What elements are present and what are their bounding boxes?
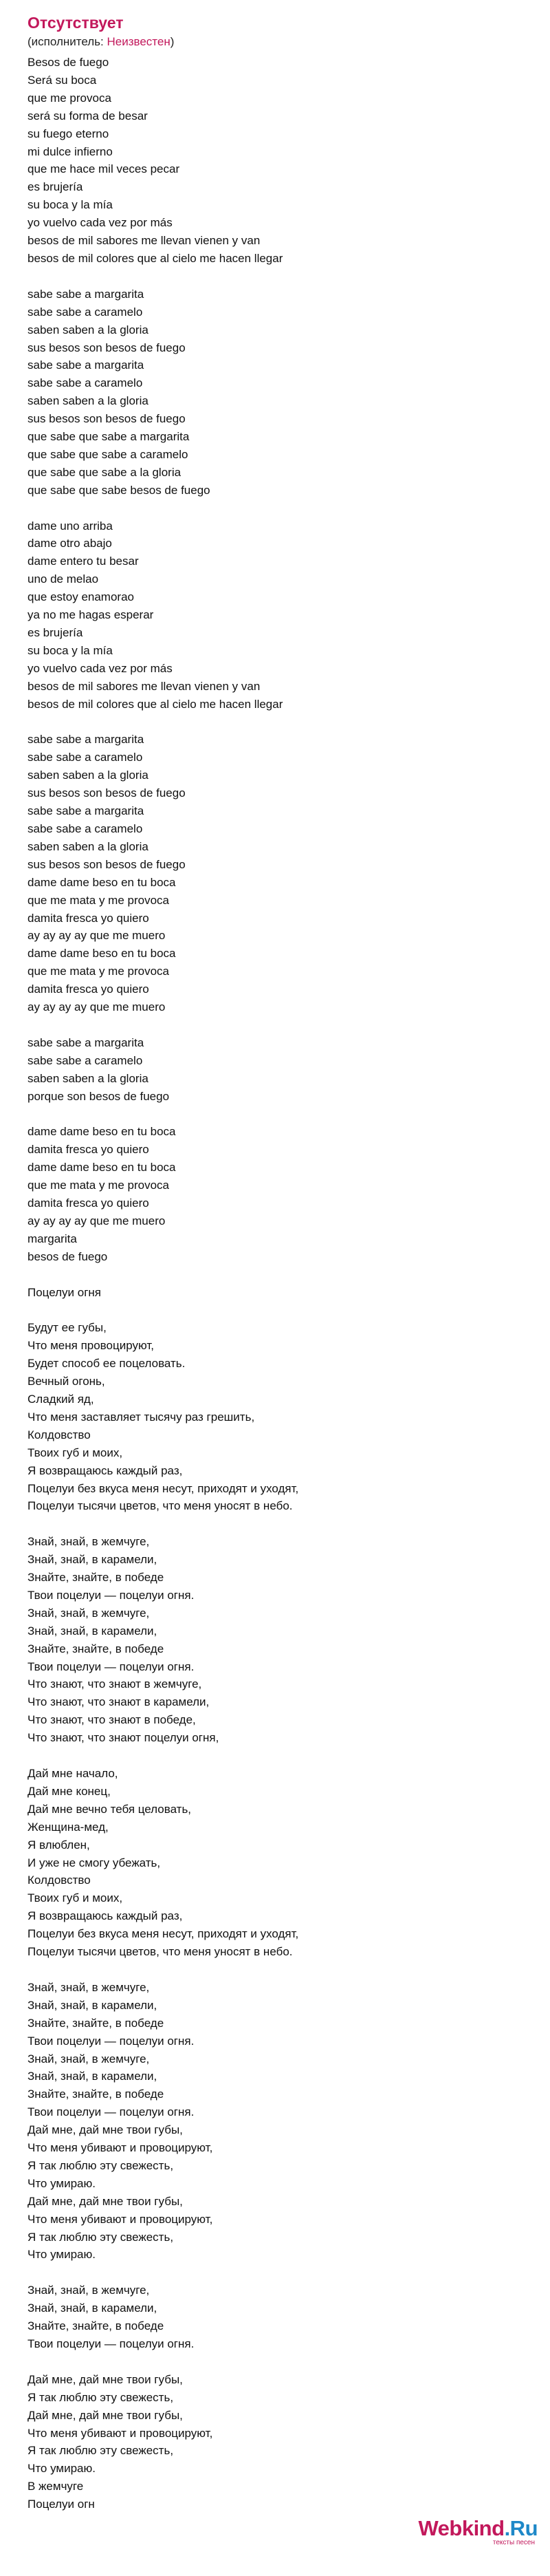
lyrics-line: que me mata y me provoca [28,1179,169,1192]
lyrics-line: Что меня убивают и провоцируют, [28,2426,213,2440]
lyrics-line: ya no me hagas esperar [28,608,154,622]
performer-suffix: ) [170,35,175,48]
lyrics-blank-line [28,1105,522,1123]
lyrics-line: damita fresca yo quiero [28,1143,149,1157]
logo-wordmark [418,2517,538,2540]
lyrics-line: Я так люблю эту свежесть, [28,2230,174,2244]
lyrics-blank-line [28,1266,522,1284]
lyrics-line: Что меня провоцируют, [28,1339,154,1353]
logo-tagline: тексты песен [492,2539,535,2546]
lyrics-line: В жемчуге [28,2480,84,2493]
lyrics-line: Знайте, знайте, в победе [28,2016,164,2030]
lyrics-line: es brujería [28,626,83,639]
lyrics-line: sabe sabe a margarita [28,358,144,372]
lyrics-line: margarita [28,1232,77,1245]
lyrics-line: Колдовство [28,1428,91,1441]
lyrics-line: Поцелуи без вкуса меня несут, приходят и уходят, [28,1927,299,1941]
lyrics-line: Что умираю. [28,2176,96,2190]
lyrics-blank-line [28,500,522,517]
lyrics-line: Знай, знай, в жемчуге, [28,1980,150,1994]
lyrics-line: Знай, знай, в жемчуге, [28,1606,150,1620]
lyrics-line: Твои поцелуи — поцелуи огня. [28,2105,195,2119]
lyrics-line: que sabe que sabe a la gloria [28,465,182,479]
logo-part-webkind: Webkind [418,2516,505,2540]
lyrics-line: que me mata y me provoca [28,893,169,907]
lyrics-blank-line [28,1515,522,1533]
lyrics-line: Что знают, что знают в карамели, [28,1695,210,1709]
lyrics-line: Женщина-мед, [28,1820,109,1834]
lyrics-blank-line [28,1961,522,1979]
lyrics-line: damita fresca yo quiero [28,1196,149,1210]
lyrics-line: porque son besos de fuego [28,1089,170,1103]
lyrics-line: Знай, знай, в карамели, [28,2301,157,2315]
lyrics-line: Дай мне, дай мне твои губы, [28,2408,183,2422]
lyrics-line: Я так люблю эту свежесть, [28,2390,174,2404]
lyrics-line: И уже не смогу убежать, [28,1856,161,1869]
lyrics-line: saben saben a la gloria [28,839,148,853]
lyrics-line: Поцелуи огня [28,1285,101,1299]
lyrics-line: Поцелуи без вкуса меня несут, приходят и уходят, [28,1481,299,1495]
lyrics-line: Будут ее губы, [28,1321,107,1335]
lyrics-blank-line [28,2353,522,2371]
lyrics-line: Сладкий яд, [28,1392,94,1406]
lyrics-line: saben saben a la gloria [28,394,148,408]
lyrics-line: Я так люблю эту свежесть, [28,2158,174,2172]
lyrics-blank-line [28,2264,522,2282]
lyrics-line: Что знают, что знают в победе, [28,1713,196,1727]
lyrics-line: su fuego eterno [28,127,109,140]
lyrics-line: saben saben a la gloria [28,323,148,336]
lyrics-line: Знайте, знайте, в победе [28,1642,164,1655]
lyrics-line: que estoy enamorao [28,590,134,604]
lyrics-line: dame dame beso en tu boca [28,947,176,960]
lyrics-line: Я так люблю эту свежесть, [28,2444,174,2458]
lyrics-line: Besos de fuego [28,56,109,69]
performer-link[interactable]: Неизвестен [107,35,170,48]
lyrics-line: Дай мне, дай мне твои губы, [28,2123,183,2137]
lyrics-line: sabe sabe a margarita [28,804,144,818]
lyrics-line: que me hace mil veces pecar [28,162,180,176]
logo-part-ru: .Ru [504,2516,538,2540]
lyrics-line: Será su boca [28,73,97,87]
lyrics-line: sabe sabe a caramelo [28,1053,143,1067]
lyrics-line: dame entero tu besar [28,555,139,568]
lyrics-line: que sabe que sabe besos de fuego [28,483,210,497]
lyrics-line: besos de mil colores que al cielo me hacen llegar [28,697,283,711]
lyrics-line: sabe sabe a caramelo [28,376,143,390]
lyrics-line: Знайте, знайте, в победе [28,1571,164,1585]
lyrics-line: Дай мне начало, [28,1767,118,1780]
lyrics-line: Знайте, знайте, в победе [28,2087,164,2101]
lyrics-line: sus besos son besos de fuego [28,786,186,800]
lyrics-line: dame dame beso en tu boca [28,1125,176,1139]
lyrics-blank-line [28,1747,522,1765]
lyrics-line: mi dulce infierno [28,144,113,158]
lyrics-line: besos de fuego [28,1249,108,1263]
lyrics-line: Твои поцелуи — поцелуи огня. [28,2337,195,2350]
lyrics-line: Что знают, что знают в жемчуге, [28,1677,202,1691]
lyrics-line: dame uno arriba [28,519,113,533]
lyrics-line: Будет способ ее поцеловать. [28,1357,186,1371]
lyrics-line: ay ay ay ay que me muero [28,1000,166,1014]
lyrics-line: sabe sabe a caramelo [28,751,143,764]
lyrics-blank-line [28,713,522,731]
lyrics-line: dame dame beso en tu boca [28,1161,176,1174]
lyrics-line: sabe sabe a margarita [28,287,144,301]
lyrics-line: ay ay ay ay que me muero [28,1214,166,1227]
lyrics-line: sus besos son besos de fuego [28,341,186,354]
lyrics-line: besos de mil sabores me llevan vienen y van [28,234,261,248]
performer-line [28,34,522,50]
lyrics-line: ay ay ay ay que me muero [28,929,166,943]
lyrics-line: uno de melao [28,572,99,586]
lyrics-line: sus besos son besos de fuego [28,412,186,426]
lyrics-line: yo vuelvo cada vez por más [28,216,173,230]
lyrics-blank-line [28,268,522,286]
lyrics-blank-line [28,1016,522,1034]
lyrics-line: saben saben a la gloria [28,769,148,782]
lyrics-page [28,12,522,2513]
lyrics-line: sabe sabe a caramelo [28,822,143,835]
lyrics-line: damita fresca yo quiero [28,983,149,996]
song-title: Отсутствует [28,14,124,32]
lyrics-line: su boca y la mía [28,198,113,212]
lyrics-line: Знай, знай, в жемчуге, [28,2284,150,2297]
lyrics-line: dame dame beso en tu boca [28,875,176,889]
lyrics-line: Знай, знай, в жемчуге, [28,1535,150,1549]
lyrics-blank-line [28,1301,522,1319]
lyrics-line: Знай, знай, в карамели, [28,1624,157,1638]
lyrics-line: sabe sabe a caramelo [28,305,143,319]
lyrics-line: Твои поцелуи — поцелуи огня. [28,1588,195,1602]
lyrics-line: Твои поцелуи — поцелуи огня. [28,2034,195,2048]
lyrics-line: dame otro abajo [28,537,112,550]
lyrics-line: Что знают, что знают поцелуи огня, [28,1731,219,1745]
lyrics-line: Твоих губ и моих, [28,1891,123,1905]
lyrics-line: Что меня убивают и провоцируют, [28,2141,213,2155]
lyrics-line: Знай, знай, в карамели, [28,1553,157,1567]
lyrics-line: Колдовство [28,1874,91,1887]
lyrics-line: que sabe que sabe a margarita [28,430,190,444]
lyrics-line: Дай мне вечно тебя целовать, [28,1802,192,1816]
lyrics-line: sabe sabe a margarita [28,1035,144,1049]
performer-prefix: (исполнитель: [28,35,107,48]
lyrics-line: que me mata y me provoca [28,965,169,978]
lyrics-line: damita fresca yo quiero [28,911,149,925]
lyrics-line: Дай мне, дай мне твои губы, [28,2372,183,2386]
lyrics-line: Я возвращаюсь каждый раз, [28,1463,183,1477]
lyrics-line: Что умираю. [28,2248,96,2262]
lyrics-line: Вечный огонь, [28,1375,105,1388]
lyrics-line: sus besos son besos de fuego [28,857,186,871]
site-logo[interactable] [418,2517,538,2546]
lyrics-line: Что меня заставляет тысячу раз грешить, [28,1410,255,1424]
lyrics-line: Что умираю. [28,2462,96,2476]
lyrics-line: que me provoca [28,91,111,105]
lyrics-line: Поцелуи тысячи цветов, что меня уносят в небо. [28,1499,293,1513]
lyrics-line: su boca y la mía [28,643,113,657]
lyrics-line: sabe sabe a margarita [28,733,144,747]
lyrics-line: que sabe que sabe a caramelo [28,447,188,461]
lyrics-line: Дай мне, дай мне твои губы, [28,2194,183,2208]
lyrics-line: saben saben a la gloria [28,1071,148,1085]
lyrics-line: Я влюблен, [28,1838,90,1852]
lyrics-line: Дай мне конец, [28,1784,111,1798]
lyrics-line: Знай, знай, в карамели, [28,1998,157,2012]
lyrics-line: yo vuelvo cada vez por más [28,661,173,675]
lyrics-line: Что меня убивают и провоцируют, [28,2212,213,2226]
lyrics-line: besos de mil colores que al cielo me hacen llegar [28,251,283,265]
lyrics-line: Знайте, знайте, в победе [28,2319,164,2333]
lyrics-line: besos de mil sabores me llevan vienen y van [28,679,261,693]
lyrics-line: es brujería [28,180,83,194]
lyrics-line: Твоих губ и моих, [28,1446,123,1459]
lyrics-line: Я возвращаюсь каждый раз, [28,1909,183,1923]
lyrics-text [28,54,522,2513]
lyrics-line: Поцелуи огн [28,2498,95,2511]
lyrics-line: Знай, знай, в жемчуге, [28,2052,150,2065]
lyrics-line: Знай, знай, в карамели, [28,2070,157,2083]
lyrics-line: Твои поцелуи — поцелуи огня. [28,1660,195,1673]
lyrics-line: será su forma de besar [28,109,148,122]
lyrics-line: Поцелуи тысячи цветов, что меня уносят в небо. [28,1945,293,1959]
